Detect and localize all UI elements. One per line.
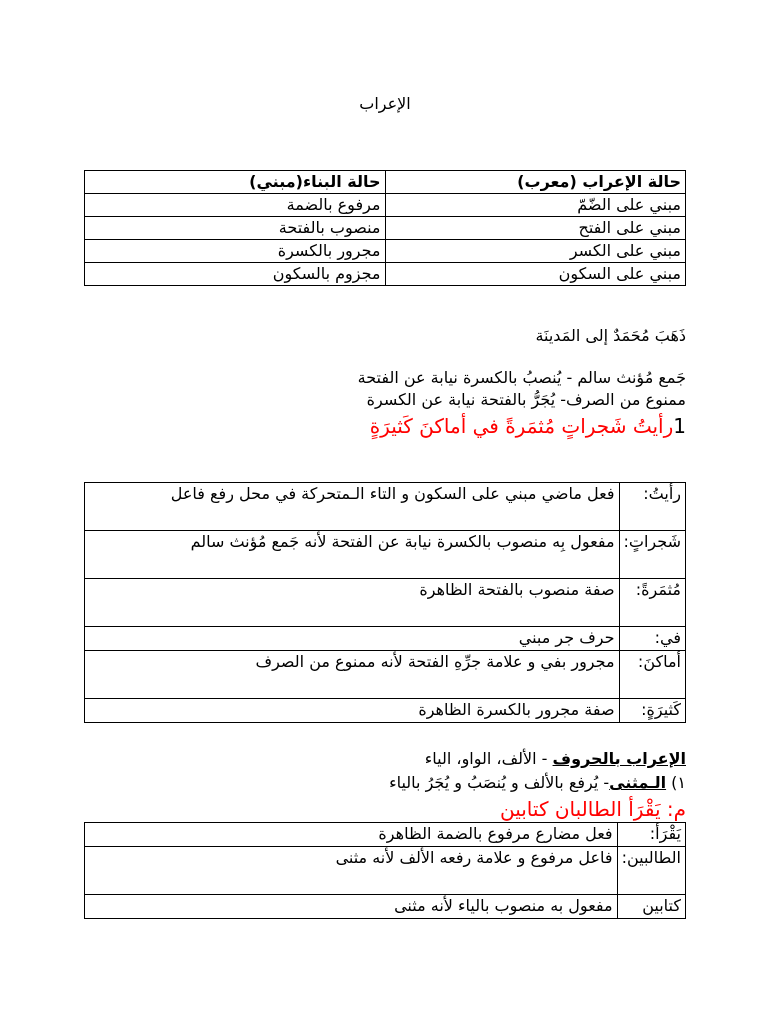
word-cell: في: xyxy=(619,627,685,651)
table-row xyxy=(85,823,686,847)
table-cell: مرفوع بالضمة xyxy=(85,194,386,217)
table-row xyxy=(85,895,686,919)
sentence-text: رأيتُ شَجراتٍ مُثمَرةً في أماكنَ كَثيرَةٍ xyxy=(369,414,674,438)
table-row xyxy=(85,627,686,651)
dual-rule xyxy=(389,772,686,794)
table-cell: مبني على الفتح xyxy=(385,217,686,240)
table-row xyxy=(85,263,686,286)
case-table xyxy=(84,170,686,286)
desc-cell: فعل مضارع مرفوع بالضمة الظاهرة xyxy=(85,823,618,847)
header-binaa: حالة البناء(مبني) xyxy=(85,171,386,194)
word-cell: شَجراتٍ: xyxy=(619,531,685,579)
desc-cell: فاعل مرفوع و علامة رفعه الألف لأنه مثنى xyxy=(85,847,618,895)
table-cell: مجرور بالكسرة xyxy=(85,240,386,263)
table-row xyxy=(85,217,686,240)
desc-cell: مفعول به منصوب بالياء لأنه مثنى xyxy=(85,895,618,919)
rule-diptote: ممنوع من الصرف- يُجَرُّ بالفتحة نيابة عن الكسرة xyxy=(366,390,686,409)
table-cell: مبني على الكسر xyxy=(385,240,686,263)
desc-cell: صفة منصوب بالفتحة الظاهرة xyxy=(85,579,620,627)
table-row xyxy=(85,194,686,217)
table-row xyxy=(85,531,686,579)
word-cell: كتابين xyxy=(617,895,685,919)
table-cell: مبني على السكون xyxy=(385,263,686,286)
parsing-table-1 xyxy=(84,482,686,723)
word-cell: رأيتُ: xyxy=(619,483,685,531)
page-title: الإعراب xyxy=(359,94,411,113)
desc-cell: صفة مجرور بالكسرة الظاهرة xyxy=(85,699,620,723)
word-cell: مُثمَرةً: xyxy=(619,579,685,627)
section2-rest: - الألف، الواو، الياء xyxy=(424,749,553,768)
table-row xyxy=(85,240,686,263)
parsing-table-2 xyxy=(84,822,686,919)
word-cell: الطالبين: xyxy=(617,847,685,895)
word-cell: يَقْرَأ: xyxy=(617,823,685,847)
dual-rule-text: - يُرفع بالألف و يُنصَبُ و يُجَرُ بالياء xyxy=(389,773,610,792)
word-cell: أماكنَ: xyxy=(619,651,685,699)
example-sentence: ذَهَبَ مُحَمَدٌ إلى المَدينَة xyxy=(535,326,686,345)
word-cell: كَثيرَةٍ: xyxy=(619,699,685,723)
table-row xyxy=(85,699,686,723)
table-cell: مبني على الضّمّ xyxy=(385,194,686,217)
dual-label: الـمثنى xyxy=(609,773,667,792)
example-sentence-1 xyxy=(370,413,686,439)
table-row xyxy=(85,483,686,531)
section2-heading xyxy=(425,748,686,770)
table-row xyxy=(85,651,686,699)
desc-cell: فعل ماضي مبني على السكون و التاء الـمتحركة في محل رفع فاعل xyxy=(85,483,620,531)
table-cell: منصوب بالفتحة xyxy=(85,217,386,240)
rule-sound-feminine-plural: جَمع مُؤنث سالم - يُنصبُ بالكسرة نيابة عن الفتحة xyxy=(357,368,686,387)
example-sentence-2: م: يَقْرَأ الطالبان كتابين xyxy=(499,797,686,821)
desc-cell: حرف جر مبني xyxy=(85,627,620,651)
sentence-number: 1 xyxy=(673,414,686,438)
dual-number: ١) xyxy=(666,773,686,792)
header-irab: حالة الإعراب (معرب) xyxy=(385,171,686,194)
table-header-row xyxy=(85,171,686,194)
table-row xyxy=(85,579,686,627)
desc-cell: مفعول بِه منصوب بالكسرة نيابة عن الفتحة لأنه جَمع مُؤنث سالم xyxy=(85,531,620,579)
table-cell: مجزوم بالسكون xyxy=(85,263,386,286)
table-row xyxy=(85,847,686,895)
section2-title: الإعراب بالحروف xyxy=(552,749,686,768)
desc-cell: مجرور بفي و علامة جرِّهِ الفتحة لأنه ممنوع من الصرف xyxy=(85,651,620,699)
